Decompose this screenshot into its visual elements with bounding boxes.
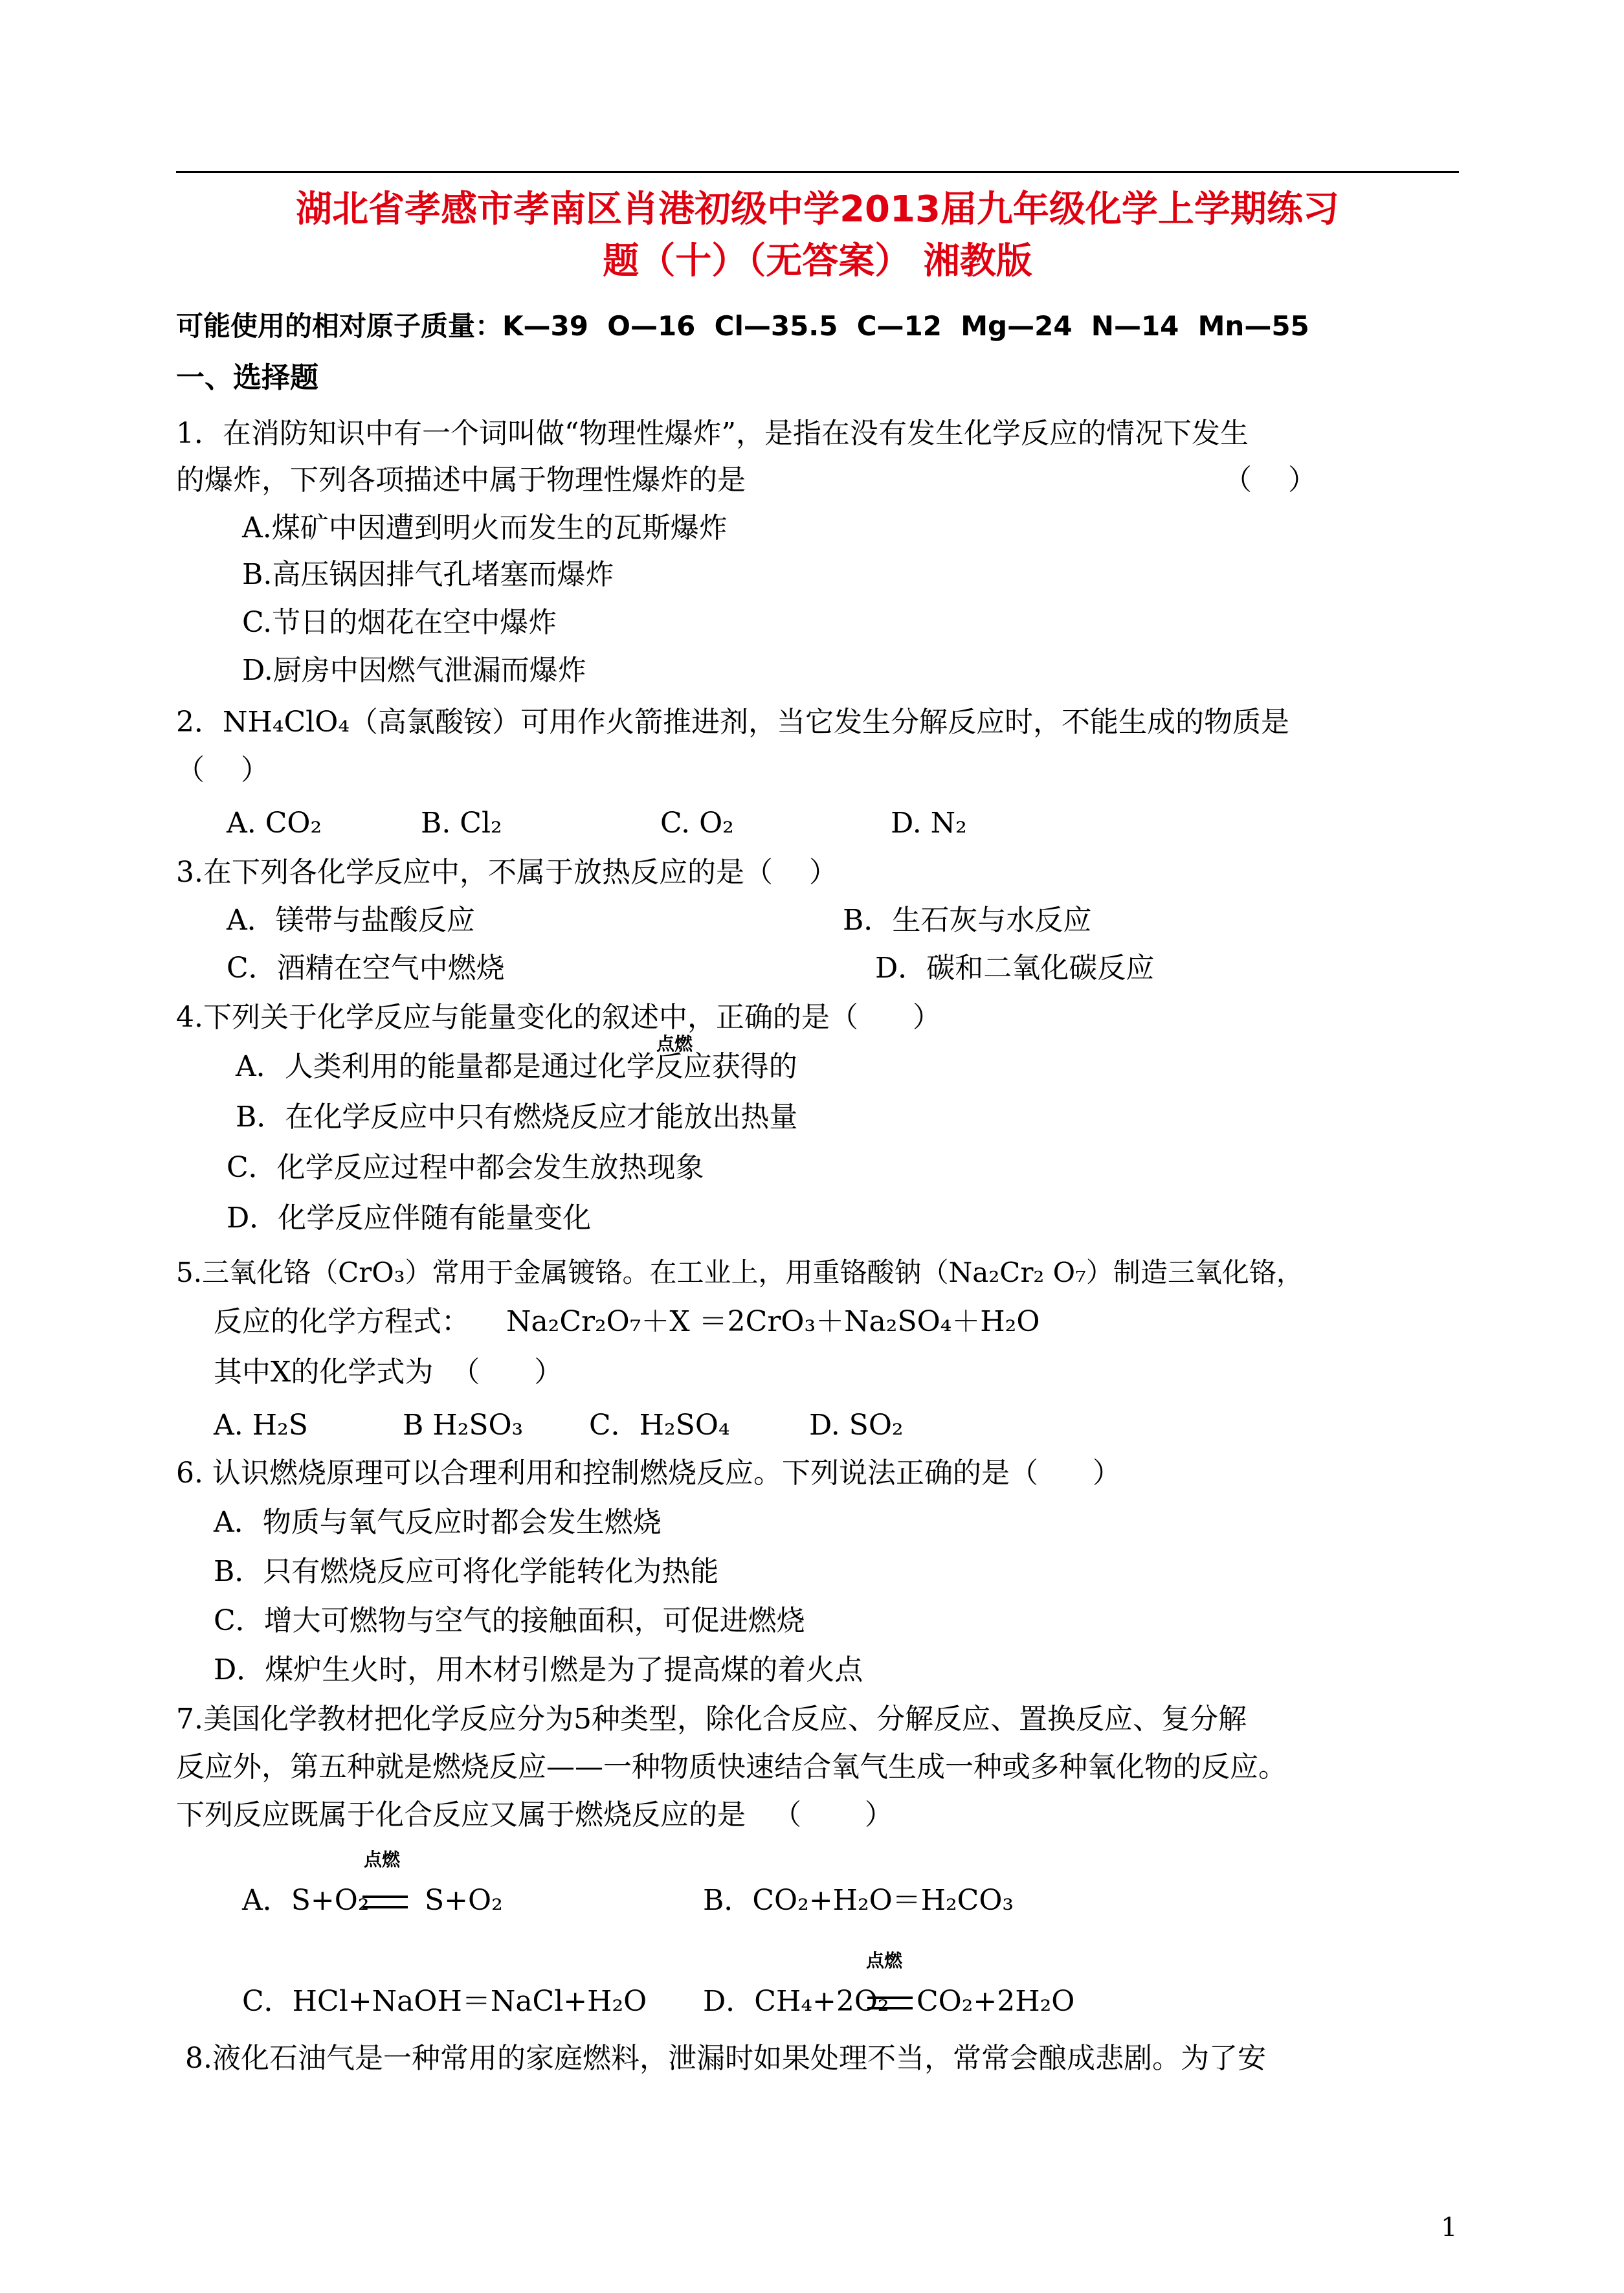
q6-option-a: A．物质与氧气反应时都会发生燃烧	[214, 1506, 662, 1539]
q4-stray-label: 点燃	[656, 1033, 693, 1055]
q3-stem: 3.在下列各化学反应中，不属于放热反应的是（ ）	[176, 856, 838, 889]
document-title-line2: 题（十）（无答案） 湘教版	[603, 240, 1032, 282]
page-number: 1	[1441, 2213, 1458, 2243]
q3-option-c: C．酒精在空气中燃烧	[227, 952, 505, 985]
q3-option-d: D．碳和二氧化碳反应	[875, 952, 1155, 985]
q5-option-b: B H₂SO₃	[403, 1409, 524, 1442]
q3-option-a: A．镁带与盐酸反应	[227, 904, 475, 937]
q5-option-d: D. SO₂	[809, 1409, 904, 1442]
q7-option-b: B．CO₂+H₂O＝H₂CO₃	[703, 1884, 1014, 1917]
q4-stem: 4.下列关于化学反应与能量变化的叙述中，正确的是（ ）	[176, 1001, 941, 1034]
q1-option-b: B.高压锅因排气孔堵塞而爆炸	[242, 558, 614, 591]
q5-stem-line2: 反应的化学方程式： Na₂Cr₂O₇＋X ＝2CrO₃＋Na₂SO₄＋H₂O	[214, 1305, 1040, 1338]
q2-option-c: C. O₂	[660, 807, 734, 840]
q1-stem-line2: 的爆炸，下列各项描述中属于物理性爆炸的是	[176, 464, 746, 497]
q7-d-condition-label: 点燃	[866, 1950, 903, 1971]
q7-option-c: C．HCl+NaOH＝NaCl+H₂O	[242, 1985, 647, 2018]
q7-stem-line2: 反应外，第五种就是燃烧反应——一种物质快速结合氧气生成一种或多种氧化物的反应。	[176, 1751, 1287, 1784]
q1-option-c: C.节日的烟花在空中爆炸	[242, 606, 557, 639]
q3-option-b: B．生石灰与水反应	[843, 904, 1092, 937]
q7-a-condition-label: 点燃	[364, 1849, 401, 1870]
q2-option-d: D. N₂	[891, 807, 967, 840]
q5-option-c: C．H₂SO₄	[589, 1409, 730, 1442]
q8-stem-line1: 8.液化石油气是一种常用的家庭燃料，泄漏时如果处理不当，常常会酿成悲剧。为了安	[176, 2042, 1266, 2075]
q4-option-c: C．化学反应过程中都会发生放热现象	[227, 1151, 704, 1184]
q7-option-a-right: S+O₂	[425, 1884, 503, 1917]
header-rule	[176, 171, 1459, 173]
section-heading: 一、选择题	[176, 361, 318, 394]
q6-option-c: C．增大可燃物与空气的接触面积，可促进燃烧	[214, 1604, 805, 1637]
q7-option-d-right: CO₂+2H₂O	[917, 1985, 1075, 2018]
q7-stem-line3: 下列反应既属于化合反应又属于燃烧反应的是 （ ）	[176, 1798, 893, 1831]
q1-option-d: D.厨房中因燃气泄漏而爆炸	[242, 654, 586, 687]
q6-stem: 6. 认识燃烧原理可以合理利用和控制燃烧反应。下列说法正确的是（ ）	[176, 1457, 1121, 1490]
q6-option-b: B．只有燃烧反应可将化学能转化为热能	[214, 1555, 719, 1588]
q7-option-d-left: D．CH₄+2O₂	[703, 1985, 889, 2018]
q5-option-a: A. H₂S	[214, 1409, 308, 1442]
q1-option-a: A.煤矿中因遭到明火而发生的瓦斯爆炸	[242, 511, 728, 544]
document-title-line1: 湖北省孝感市孝南区肖港初级中学2013届九年级化学上学期练习	[296, 188, 1339, 230]
q6-option-d: D．煤炉生火时，用木材引燃是为了提高煤的着火点	[214, 1653, 863, 1686]
q2-option-a: A. CO₂	[227, 807, 322, 840]
q2-stem-line2: （ ）	[176, 754, 269, 787]
q2-option-b: B. Cl₂	[421, 807, 502, 840]
atomic-mass-line: 可能使用的相对原子质量：K—39 O—16 Cl—35.5 C—12 Mg—24 N—14 Mn—55	[176, 310, 1309, 342]
q7-d-equals-sign	[867, 1997, 913, 2009]
q1-answer-paren: （ ）	[1223, 464, 1317, 497]
q5-stem-line1: 5.三氧化铬（CrO₃）常用于金属镀铬。在工业上，用重铬酸钠（Na₂Cr₂ O₇）制造三氧化铬，	[176, 1257, 1304, 1288]
q7-a-equals-sign	[362, 1896, 408, 1908]
q4-option-b: B．在化学反应中只有燃烧反应才能放出热量	[236, 1101, 798, 1134]
q5-stem-line3: 其中X的化学式为 （ ）	[214, 1356, 563, 1389]
q7-option-a-left: A．S+O₂	[242, 1884, 370, 1917]
q7-stem-line1: 7.美国化学教材把化学反应分为5种类型，除化合反应、分解反应、置换反应、复分解	[176, 1703, 1247, 1736]
q1-stem-line1: 1．在消防知识中有一个词叫做“物理性爆炸”，是指在没有发生化学反应的情况下发生	[176, 417, 1249, 450]
q2-stem-line1: 2．NH₄ClO₄（高氯酸铵）可用作火箭推进剂，当它发生分解反应时，不能生成的物质是	[176, 706, 1289, 739]
q4-option-a: A．人类利用的能量都是通过化学反应获得的	[236, 1050, 797, 1083]
q4-option-d: D．化学反应伴随有能量变化	[227, 1202, 592, 1235]
